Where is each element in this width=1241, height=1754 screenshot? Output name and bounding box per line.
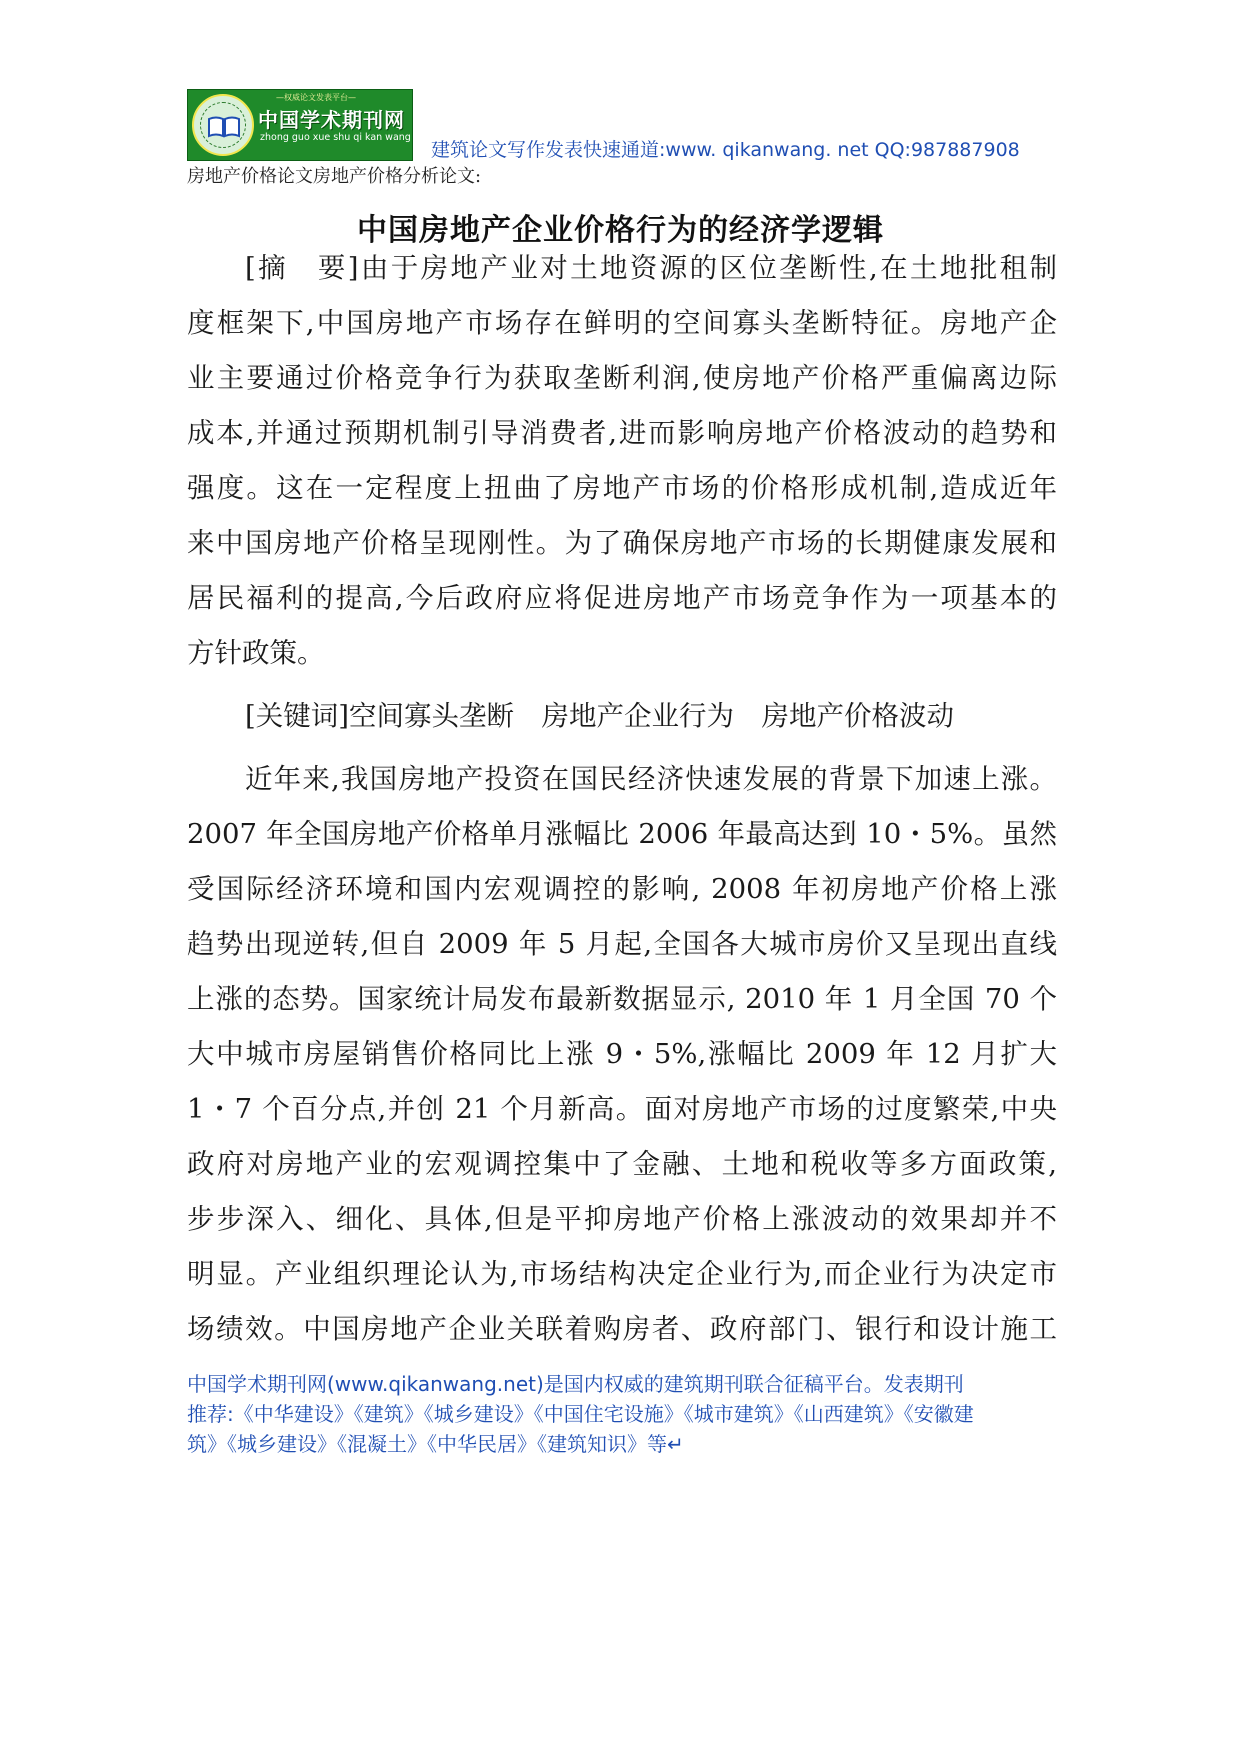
body-line: 近年来,我国房地产投资在国民经济快速发展的背景下加速上涨。 <box>245 763 1057 795</box>
logo-seal-icon <box>192 94 254 156</box>
footer-line: 推荐:《中华建设》《建筑》《城乡建设》《中国住宅设施》《城市建筑》《山西建筑》《安徽建 <box>187 1402 974 1426</box>
document-label: 房地产价格论文房地产价格分析论文: <box>187 166 482 187</box>
logo-tagline: —权威论文发表平台— <box>276 93 356 102</box>
body-line: 受国际经济环境和国内宏观调控的影响, 2008 年初房地产价格上涨 <box>187 873 1057 905</box>
logo-name: 中国学术期刊网 <box>258 108 405 132</box>
body-line: 趋势出现逆转,但自 2009 年 5 月起,全国各大城市房价又呈现出直线 <box>187 928 1057 960</box>
body-line: 1・7 个百分点,并创 21 个月新高。面对房地产市场的过度繁荣,中央 <box>187 1093 1057 1125</box>
site-logo[interactable] <box>187 89 413 161</box>
body-line: 成本,并通过预期机制引导消费者,进而影响房地产价格波动的趋势和 <box>187 417 1057 449</box>
body-line: 政府对房地产业的宏观调控集中了金融、土地和税收等多方面政策, <box>187 1148 1057 1180</box>
footer-line[interactable]: 中国学术期刊网(www.qikanwang.net)是国内权威的建筑期刊联合征稿平台。发表期刊 <box>187 1372 964 1396</box>
body-line: 2007 年全国房地产价格单月涨幅比 2006 年最高达到 10・5%。虽然 <box>187 818 1057 850</box>
body-line: 来中国房地产价格呈现刚性。为了确保房地产市场的长期健康发展和 <box>187 527 1057 559</box>
body-line: [摘 要]由于房地产业对土地资源的区位垄断性,在土地批租制 <box>245 252 1057 284</box>
logo-pinyin: zhong guo xue shu qi kan wang <box>260 132 411 143</box>
keywords-line: [关键词]空间寡头垄断 房地产企业行为 房地产价格波动 <box>245 700 954 732</box>
body-line: 强度。这在一定程度上扭曲了房地产市场的价格形成机制,造成近年 <box>187 472 1057 504</box>
body-line: 步步深入、细化、具体,但是平抑房地产价格上涨波动的效果却并不 <box>187 1203 1057 1235</box>
body-line: 场绩效。中国房地产企业关联着购房者、政府部门、银行和设计施工 <box>187 1313 1057 1345</box>
body-line: 明显。产业组织理论认为,市场结构决定企业行为,而企业行为决定市 <box>187 1258 1057 1290</box>
book-icon <box>207 116 241 138</box>
header-link[interactable]: 建筑论文写作发表快速通道:www. qikanwang. net QQ:987887908 <box>431 139 1020 161</box>
page-header <box>187 89 1057 164</box>
body-line: 居民福利的提高,今后政府应将促进房地产市场竞争作为一项基本的 <box>187 582 1057 614</box>
body-line: 上涨的态势。国家统计局发布最新数据显示, 2010 年 1 月全国 70 个 <box>187 983 1057 1015</box>
article-title: 中国房地产企业价格行为的经济学逻辑 <box>357 213 884 248</box>
body-line: 大中城市房屋销售价格同比上涨 9・5%,涨幅比 2009 年 12 月扩大 <box>187 1038 1057 1070</box>
footer-line: 筑》《城乡建设》《混凝土》《中华民居》《建筑知识》等↵ <box>187 1432 684 1456</box>
body-line: 业主要通过价格竞争行为获取垄断利润,使房地产价格严重偏离边际 <box>187 362 1057 394</box>
body-line: 方针政策。 <box>187 637 325 669</box>
body-line: 度框架下,中国房地产市场存在鲜明的空间寡头垄断特征。房地产企 <box>187 307 1057 339</box>
